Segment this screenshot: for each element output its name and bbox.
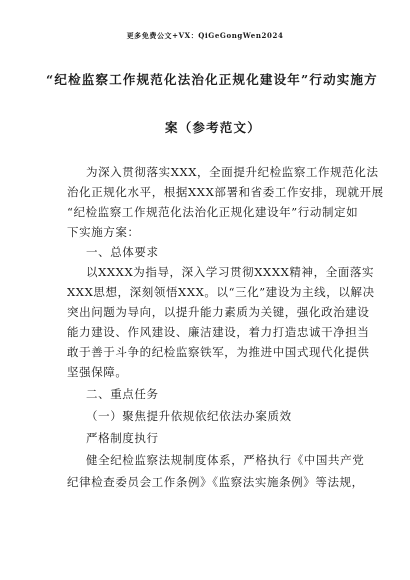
intro-line-2: 治化正规化水平，根据XXX部署和省委工作安排，现就开展 bbox=[67, 185, 384, 199]
section-1-line-2: XXX思想，深刻领悟XXX。以“三化”建设为主线，以解决 bbox=[67, 285, 375, 299]
item-line-2: 纪律检查委员会工作条例》《监察法实施条例》等法规， bbox=[67, 475, 364, 489]
document-title-line-1: “纪检监察工作规范化法治化正规化建设年”行动实施方 bbox=[46, 72, 378, 87]
section-2-heading: 二、重点任务 bbox=[86, 387, 159, 401]
item-line-1: 健全纪检监察法规制度体系，严格执行《中国共产党 bbox=[86, 453, 365, 467]
intro-line-3: “纪检监察工作规范化法治化正规化建设年”行动制定如 bbox=[67, 205, 359, 219]
section-1-line-5: 敢于善于斗争的纪检监察铁军，为推进中国式现代化提供 bbox=[67, 345, 370, 359]
header-watermark: 更多免费公文+VX：QiGeGongWen2024 bbox=[126, 31, 284, 40]
section-1-line-3: 突出问题为导向，以提升能力素质为关键，强化政治建设 bbox=[67, 305, 370, 319]
section-1-heading: 一、总体要求 bbox=[86, 245, 159, 259]
intro-line-1: 为深入贯彻落实XXX，全面提升纪检监察工作规范化法 bbox=[86, 165, 379, 179]
section-1-line-1: 以XXXX为指导，深入学习贯彻XXXX精神，全面落实 bbox=[86, 265, 375, 279]
subsection-1-heading: （一）聚焦提升依规依纪依法办案质效 bbox=[86, 409, 292, 423]
document-title-line-2: 案（参考范文） bbox=[165, 120, 261, 135]
section-1-line-6: 坚强保障。 bbox=[67, 365, 128, 379]
item-heading: 严格制度执行 bbox=[86, 431, 159, 445]
section-1-line-4: 能力建设、作风建设、廉洁建设，着力打造忠诚干净担当 bbox=[67, 325, 370, 339]
intro-line-4: 下实施方案： bbox=[67, 225, 140, 239]
